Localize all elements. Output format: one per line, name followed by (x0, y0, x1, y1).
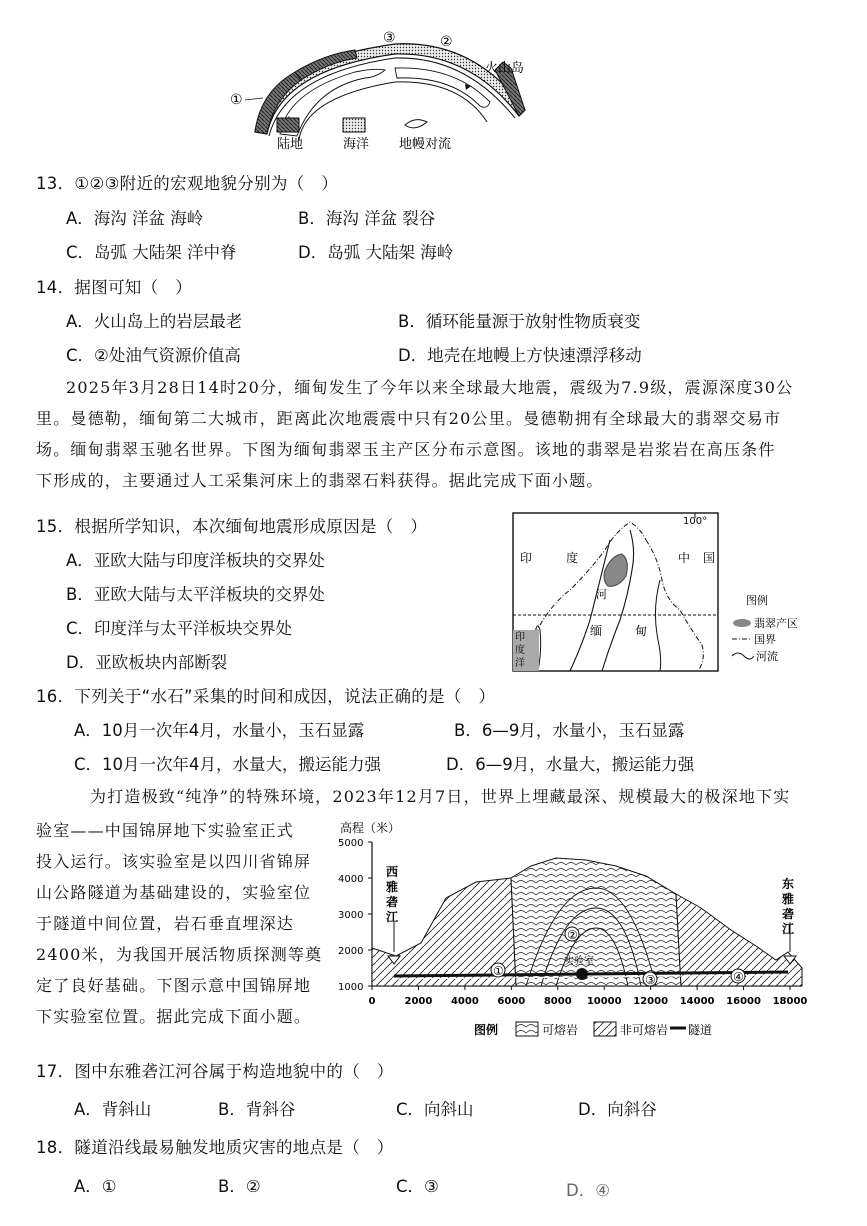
mantle-arc-inner (299, 82, 487, 140)
passage1-line3: 场。缅甸翡翠玉驰名世界。下图为缅甸翡翠玉主产区分布示意图。该地的翡翠是岩浆岩在高压条件 (36, 440, 776, 459)
q14-option-b[interactable]: B．循环能量源于放射性物质衰变 (398, 312, 641, 331)
q15-option-c[interactable]: C．印度洋与太平洋板块交界处 (66, 619, 293, 638)
x-tick-label: 14000 (679, 996, 715, 1007)
q18-option-a[interactable]: A．① (74, 1177, 117, 1196)
legend-jade-swatch (733, 619, 751, 627)
passage1-line4: 下形成的，主要通过人工采集河床上的翡翠石料获得。据此完成下面小题。 (36, 471, 604, 490)
passage-myanmar-cont (36, 403, 826, 496)
q18-stem: 18．隧道沿线最易触发地质灾害的地点是（ ） (36, 1138, 394, 1157)
mountain-body-center (511, 858, 681, 986)
y-tick-label: 2000 (338, 946, 364, 957)
q14-option-d[interactable]: D．地壳在地幔上方快速漂浮移动 (398, 346, 642, 365)
west-river-char-3: 砻 (386, 895, 399, 909)
q16-option-a[interactable]: A．10月一次年4月，水量小，玉石显露 (74, 721, 365, 740)
point-3: ③ (645, 973, 656, 987)
profile-ylabel: 高程（米） (340, 821, 401, 835)
q14-option-a[interactable]: A．火山岛上的岩层最老 (66, 312, 243, 331)
map-china-1: 中 (678, 551, 691, 565)
east-river-char-1: 东 (782, 877, 795, 891)
legend-land-swatch (277, 118, 299, 132)
passage1-line2: 里。曼德勒，缅甸第二大城市，距离此次地震震中只有20公里。曼德勒拥有全球最大的翡翠交易市 (36, 409, 782, 428)
legend-river-swatch (732, 653, 754, 659)
map-river-label: 河 (596, 588, 607, 601)
legend-soluble-swatch (516, 1022, 538, 1036)
legend-land-label: 陆地 (277, 137, 304, 152)
lab-label: 实验室 (564, 956, 594, 967)
x-tick-label: 2000 (404, 996, 433, 1007)
map-myanmar-2: 甸 (635, 624, 648, 638)
map-myanmar-1: 缅 (590, 624, 603, 638)
volcano-island-label: 火山岛 (485, 61, 525, 76)
x-tick-label: 18000 (772, 996, 808, 1007)
q13-option-c[interactable]: C．岛弧 大陆架 洋中脊 (66, 243, 237, 262)
passage2-line6: 2400米，为我国开展活物质探测等奠 (36, 945, 323, 964)
passage-jinping (36, 815, 336, 1032)
map-legend-border: 国界 (754, 633, 776, 646)
map-india-2: 度 (566, 551, 579, 565)
legend-ocean-label: 海洋 (343, 137, 370, 152)
q16-option-c[interactable]: C．10月一次年4月，水量大，搬运能力强 (74, 755, 382, 774)
map-frame (513, 513, 718, 671)
q17-stem: 17．图中东雅砻江河谷属于构造地貌中的（ ） (36, 1062, 394, 1081)
q16-option-b[interactable]: B．6—9月，水量小，玉石显露 (454, 721, 685, 740)
q18-option-b[interactable]: B．② (218, 1177, 261, 1196)
east-river-char-4: 江 (782, 922, 795, 936)
q13-option-a[interactable]: A．海沟 洋盆 海岭 (66, 209, 204, 228)
profile-legend-tunnel: 隧道 (688, 1023, 713, 1037)
q17-option-b[interactable]: B．背斜谷 (218, 1100, 296, 1119)
profile-legend-insoluble: 非可熔岩 (620, 1023, 669, 1037)
plate-section-figure (225, 22, 545, 154)
x-tick-label: 4000 (450, 996, 479, 1007)
q16-stem: 16．下列关于“水石”采集的时间和成因，说法正确的是（ ） (36, 687, 496, 706)
myanmar-jade-map (510, 510, 830, 674)
y-tick-label: 1000 (338, 982, 364, 993)
q17-option-d[interactable]: D．向斜谷 (578, 1100, 657, 1119)
profile-legend-title: 图例 (474, 1023, 499, 1037)
legend-convection-icon (405, 120, 427, 128)
east-river-char-3: 砻 (782, 907, 795, 921)
x-tick-label: 12000 (633, 996, 669, 1007)
profile-legend-soluble: 可熔岩 (542, 1023, 579, 1037)
passage2-line3: 投入运行。该实验室是以四川省锦屏 (36, 852, 312, 871)
q17-option-a[interactable]: A．背斜山 (74, 1100, 152, 1119)
q16-option-d[interactable]: D．6—9月，水量大，搬运能力强 (446, 755, 695, 774)
x-tick-label: 16000 (726, 996, 761, 1007)
west-river-char-4: 江 (386, 910, 399, 924)
x-tick-label: 0 (368, 996, 376, 1007)
map-ocean-1: 印 (515, 632, 525, 643)
x-tick-label: 8000 (543, 996, 572, 1007)
y-ticks (338, 838, 372, 993)
map-longitude: 100° (683, 516, 708, 527)
east-river-char-2: 雅 (782, 892, 795, 906)
west-river-label (386, 864, 399, 924)
passage2-line5: 于隧道中间位置，岩石垂直埋深达 (36, 914, 295, 933)
map-legend-title: 图例 (746, 594, 768, 607)
q14-option-c[interactable]: C．②处油气资源价值高 (66, 346, 241, 365)
map-india-1: 印 (520, 551, 533, 565)
q15-stem: 15．根据所学知识，本次缅甸地震形成原因是（ ） (36, 517, 428, 536)
east-river-label (782, 876, 795, 936)
map-ocean-3: 洋 (515, 658, 525, 669)
figure-label-1: ① (230, 92, 243, 108)
x-tick-label: 10000 (586, 996, 622, 1007)
q15-option-a[interactable]: A．亚欧大陆与印度洋板块的交界处 (66, 551, 325, 570)
land-upper (295, 50, 357, 80)
lab-dot (576, 968, 588, 980)
passage1-line1: 2025年3月28日14时20分，缅甸发生了今年以来全球最大地震，震级为7.9级，震源深度30公 (66, 378, 794, 397)
passage-jinping-line1: 为打造极致“纯净”的特殊环境，2023年12月7日，世界上埋藏最深、规模最大的极深地下实 (90, 787, 791, 806)
y-tick-label: 4000 (338, 874, 364, 885)
x-tick-label: 6000 (497, 996, 526, 1007)
y-tick-label: 3000 (338, 910, 364, 921)
west-river-char-2: 雅 (386, 880, 399, 894)
map-legend-river: 河流 (756, 650, 778, 663)
legend-convection-label: 地幔对流 (399, 137, 452, 152)
q14-stem: 14．据图可知（ ） (36, 278, 192, 297)
q13-option-d[interactable]: D．岛弧 大陆架 海岭 (298, 243, 454, 262)
point-4: ④ (733, 970, 744, 984)
y-tick-label: 5000 (338, 838, 364, 849)
q18-option-d[interactable]: D．④ (566, 1181, 610, 1200)
passage2-line7: 定了良好基础。下图示意中国锦屏地 (36, 976, 312, 995)
passage2-line4: 山公路隧道为基础建设的，实验室位 (36, 883, 312, 902)
map-ocean-2: 度 (515, 645, 525, 656)
x-ticks (369, 986, 808, 1007)
figure-label-3: ③ (383, 30, 396, 46)
map-legend-jade: 翡翠产区 (754, 617, 798, 630)
passage2-line8: 下实验室位置。据此完成下面小题。 (36, 1007, 312, 1026)
q15-option-b[interactable]: B．亚欧大陆与太平洋板块的交界处 (66, 585, 325, 604)
legend-ocean-swatch (343, 118, 365, 132)
west-river-char-1: 西 (386, 865, 399, 879)
passage-myanmar (66, 372, 826, 403)
point-2: ② (567, 928, 578, 942)
passage2-line2: 验室——中国锦屏地下实验室正式 (36, 821, 295, 840)
q13-option-b[interactable]: B．海沟 洋盆 裂谷 (298, 209, 436, 228)
q15-option-d[interactable]: D．亚欧板块内部断裂 (66, 653, 228, 672)
point-1: ① (493, 964, 504, 978)
map-china-2: 国 (703, 551, 716, 565)
q17-option-c[interactable]: C．向斜山 (396, 1100, 474, 1119)
figure-label-2: ② (440, 34, 453, 50)
q18-option-c[interactable]: C．③ (396, 1177, 439, 1196)
jinping-profile-figure (336, 818, 826, 1044)
q13-stem: 13．①②③附近的宏观地貌分别为（ ） (36, 174, 339, 193)
legend-insoluble-swatch (594, 1022, 616, 1036)
